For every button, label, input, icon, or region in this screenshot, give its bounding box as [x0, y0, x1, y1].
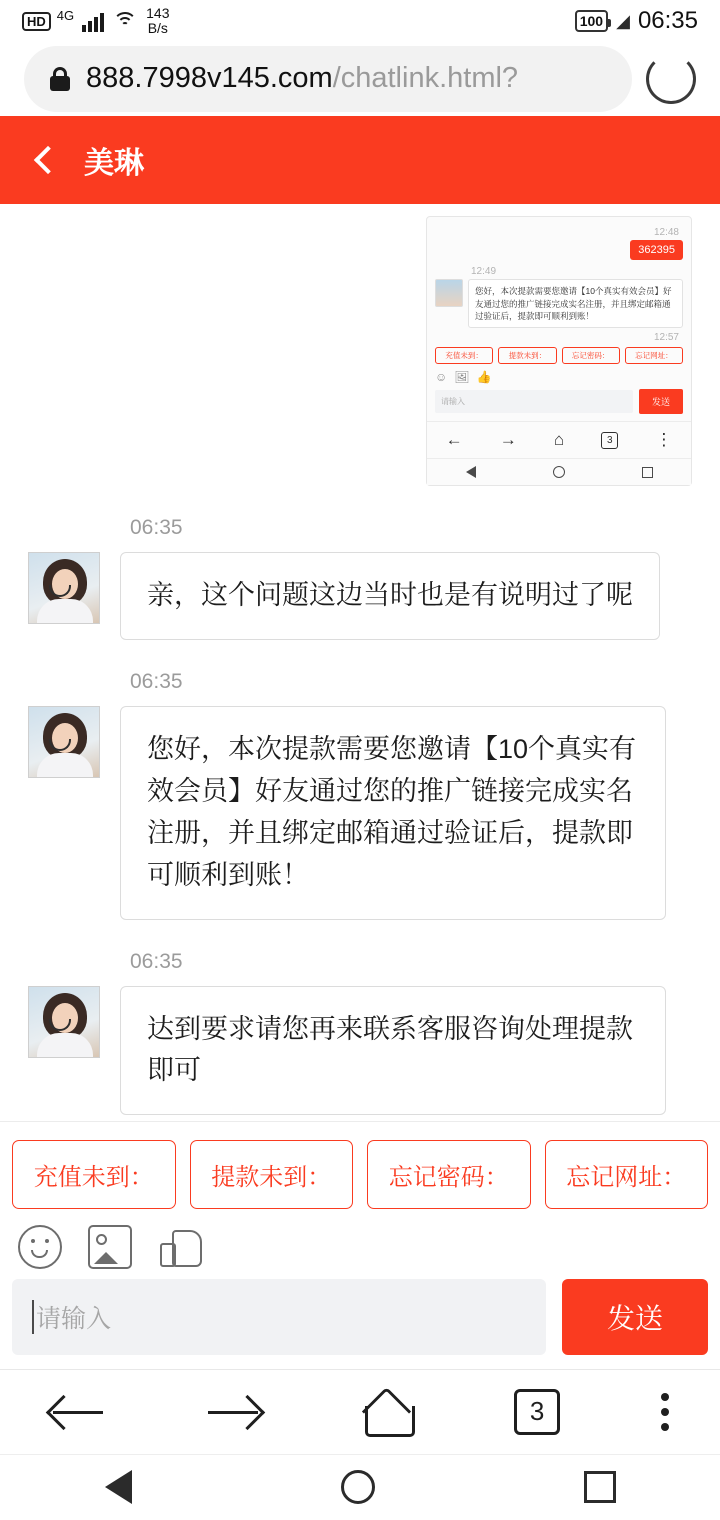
mini-system-nav	[427, 458, 691, 485]
mini-toolbar	[435, 368, 683, 389]
system-navigation-bar	[0, 1454, 720, 1520]
mini-timestamp-top: 12:48	[653, 227, 679, 239]
mini-timestamp-mid: 12:49	[471, 266, 497, 278]
mini-home-icon: ⌂	[553, 430, 565, 450]
text-caret	[32, 1300, 34, 1334]
message-body	[28, 552, 692, 640]
list-item	[0, 216, 720, 486]
message-body	[28, 706, 692, 919]
mini-received-message	[435, 279, 683, 328]
message-bubble: 您好，本次提款需要您邀请【10个真实有效会员】好友通过您的推广链接完成实名注册，并且绑定邮箱通过验证后，提款即可顺利到账！	[120, 706, 666, 919]
back-chevron-icon[interactable]	[34, 146, 62, 174]
picture-icon[interactable]	[88, 1225, 132, 1269]
status-bar	[0, 0, 720, 42]
mini-more-vertical-icon: ⋮	[655, 430, 673, 450]
battery-icon: 100	[575, 10, 608, 32]
send-button[interactable]: 发送	[562, 1279, 708, 1355]
speed-unit: B/s	[147, 20, 168, 37]
picture-icon: 🖼	[454, 370, 470, 385]
browser-navigation-bar	[0, 1369, 720, 1453]
mini-quick-reply: 提款未到：	[498, 347, 556, 364]
speed-value: 143	[146, 5, 170, 22]
home-icon[interactable]	[361, 1390, 413, 1434]
message-timestamp: 06:35	[130, 670, 183, 694]
quick-reply-forgot-url[interactable]: 忘记网址：	[545, 1140, 709, 1209]
mini-circle-home-icon	[553, 466, 565, 478]
avatar	[28, 706, 100, 778]
chat-message-list[interactable]	[0, 204, 720, 1121]
mini-browser-nav	[427, 421, 691, 458]
avatar	[28, 986, 100, 1058]
chat-header	[0, 116, 720, 205]
quick-reply-bar	[0, 1121, 720, 1219]
status-left	[22, 6, 169, 35]
smiley-icon[interactable]	[18, 1225, 62, 1269]
mini-arrow-right-icon: →	[499, 430, 517, 450]
signal-bars-icon	[82, 10, 104, 32]
address-bar[interactable]	[24, 46, 632, 112]
network-speed	[146, 6, 169, 35]
mini-quick-reply: 忘记密码：	[562, 347, 620, 364]
mini-triangle-back-icon	[466, 466, 476, 478]
quick-reply-recharge-not-received[interactable]: 充值未到：	[12, 1140, 176, 1209]
mini-sent-bubble: 362395	[630, 240, 683, 260]
url-domain: 888.7998v145.com	[86, 62, 333, 95]
message-timestamp: 06:35	[130, 949, 183, 973]
mini-quick-reply: 充值未到：	[435, 347, 493, 364]
message-input[interactable]	[12, 1279, 546, 1355]
mini-arrow-left-icon: ←	[445, 430, 463, 450]
screenshot-content	[427, 217, 691, 421]
mini-input-placeholder: 请输入	[435, 390, 633, 413]
more-vertical-icon[interactable]	[661, 1393, 669, 1431]
thumbs-up-icon[interactable]	[158, 1225, 202, 1269]
avatar	[28, 552, 100, 624]
thumbs-up-icon: 👍	[476, 370, 492, 385]
page-title: 美琳	[84, 147, 144, 181]
list-item	[0, 516, 720, 640]
mini-quick-replies	[435, 345, 683, 368]
lock-icon	[50, 67, 70, 91]
quick-reply-forgot-password[interactable]: 忘记密码：	[367, 1140, 531, 1209]
browser-toolbar	[0, 42, 720, 116]
circle-home-icon[interactable]	[341, 1470, 375, 1504]
composer-toolbar	[0, 1219, 720, 1273]
hd-icon: HD	[22, 12, 51, 31]
list-item	[0, 950, 720, 1116]
mini-quick-reply: 忘记网址：	[625, 347, 683, 364]
mini-timestamp-bottom: 12:57	[653, 332, 679, 344]
mini-square-recents-icon	[642, 467, 653, 478]
arrow-left-icon[interactable]	[51, 1392, 105, 1432]
composer	[0, 1273, 720, 1369]
network-type-label: 4G	[56, 7, 75, 23]
list-item	[0, 670, 720, 919]
url-path: /chatlink.html?	[332, 62, 519, 95]
smiley-icon: ☺	[435, 370, 448, 385]
mini-tab-count: 3	[601, 432, 618, 449]
status-clock: 06:35	[637, 7, 698, 35]
power-saving-icon: ◢	[616, 10, 630, 31]
wifi-icon	[112, 10, 138, 32]
message-timestamp: 06:35	[130, 516, 183, 540]
mini-send-button: 发送	[639, 389, 683, 414]
url-text	[86, 62, 518, 95]
message-input-placeholder: 请输入	[36, 1305, 112, 1334]
message-body	[28, 986, 692, 1116]
message-bubble: 达到要求请您再来联系客服咨询处理提款即可	[120, 986, 666, 1116]
avatar	[435, 279, 463, 307]
tab-count-button[interactable]: 3	[514, 1389, 560, 1435]
mini-bubble-text: 您好，本次提款需要您邀请【10个真实有效会员】好友通过您的推广链接完成实名注册，并且绑定邮箱通过验证后，提款即可顺利到账！	[468, 279, 683, 328]
status-right	[575, 7, 698, 35]
quick-reply-withdrawal-not-received[interactable]: 提款未到：	[190, 1140, 354, 1209]
square-recents-icon[interactable]	[584, 1471, 616, 1503]
reload-icon[interactable]	[646, 54, 696, 104]
arrow-right-icon[interactable]	[206, 1392, 260, 1432]
screenshot-attachment[interactable]	[426, 216, 692, 486]
triangle-back-icon[interactable]	[105, 1470, 132, 1504]
mini-composer	[435, 389, 683, 421]
message-bubble: 亲，这个问题这边当时也是有说明过了呢	[120, 552, 660, 640]
